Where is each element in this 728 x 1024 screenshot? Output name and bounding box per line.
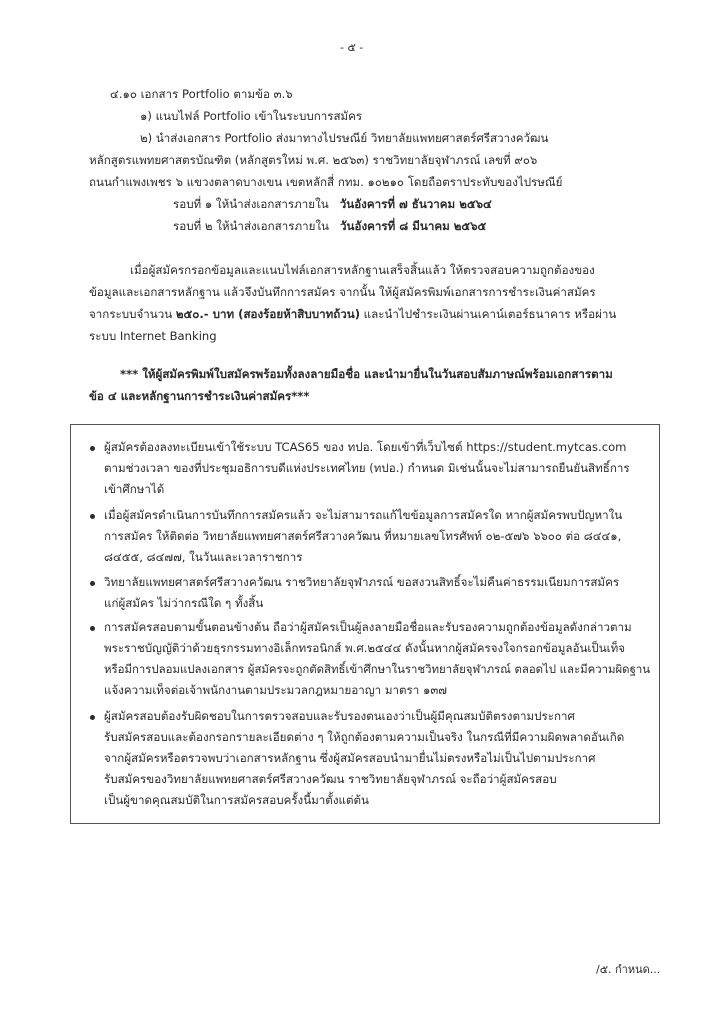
item-1: ๑) แนบไฟล์ Portfolio เข้าในระบบการสมัคร xyxy=(140,109,363,123)
page-number: - ๕ - xyxy=(340,41,364,54)
round-label: รอบที่ ๑ ให้นำส่งเอกสารภายใน xyxy=(173,197,329,211)
box-bullet-5-line: ผู้สมัครสอบต้องรับผิดชอบในการตรวจสอบและรับรองตนเองว่าเป็นผู้มีคุณสมบัติตรงตามประกาศ xyxy=(104,709,575,723)
round-1 xyxy=(173,196,492,212)
footer-continuation: /๕. กำหนด... xyxy=(596,963,661,976)
payment-line-3 xyxy=(89,306,616,322)
box-bullet-2-line: ๘๔๕๕, ๘๔๗๗, ในวันและเวลาราชการ xyxy=(104,550,303,564)
box-bullet-4-line: พระราชบัญญัติว่าด้วยธุรกรรมทางอิเล็กทรอนิกส์ พ.ศ.๒๕๔๔ ดังนั้นหากผู้สมัครจงใจกรอกข้อมูลอันเป็นเท็จ xyxy=(104,641,626,655)
box-bullet-2-line: การสมัคร ให้ติดต่อ วิทยาลัยแพทยศาสตร์ศรีสวางควัฒน ที่หมายเลขโทรศัพท์ ๐๒-๕๗๖ ๖๖๐๐ ต่อ ๘๔๔๑, xyxy=(104,529,622,543)
payment-line-4: ระบบ Internet Banking xyxy=(89,329,217,343)
box-bullet-2-line: เมื่อผู้สมัครดำเนินการบันทึกการสมัครแล้ว จะไม่สามารถแก้ไขข้อมูลการสมัครใด หากผู้สมัครพบปัญหาใน xyxy=(104,508,623,522)
bullet-icon xyxy=(90,715,95,720)
section-title: ๔.๑๐ เอกสาร Portfolio ตามข้อ ๓.๖ xyxy=(110,87,293,101)
payment-line-3-pre: จากระบบจำนวน xyxy=(89,307,176,321)
payment-line-3-post: และนำไปชำระเงินผ่านเคาน์เตอร์ธนาคาร หรือผ่าน xyxy=(360,307,617,321)
round-date: วันอังคารที่ ๗ ธันวาคม ๒๕๖๔ xyxy=(339,197,492,211)
round-label: รอบที่ ๒ ให้นำส่งเอกสารภายใน xyxy=(173,219,329,233)
payment-amount: ๒๕๐.- บาท (สองร้อยห้าสิบบาทถ้วน) xyxy=(175,307,360,321)
box-bullet-1-line: ผู้สมัครต้องลงทะเบียนเข้าใช้ระบบ TCAS65 ของ ทปอ. โดยเข้าที่เว็บไซต์ https://student.mytcas.com xyxy=(104,440,627,454)
box-bullet-3-line: วิทยาลัยแพทยศาสตร์ศรีสวางควัฒน ราชวิทยาลัยจุฬาภรณ์ ขอสงวนสิทธิ์จะไม่คืนค่าธรรมเนียมการสมัคร xyxy=(104,575,620,589)
notice-line-2: ข้อ ๔ และหลักฐานการชำระเงินค่าสมัคร*** xyxy=(89,389,310,403)
item-2: ๒) นำส่งเอกสาร Portfolio ส่งมาทางไปรษณีย์ วิทยาลัยแพทยศาสตร์ศรีสวางควัฒน xyxy=(140,131,549,145)
box-bullet-5-line: จากผู้สมัครหรือตรวจพบว่าเอกสารหลักฐาน ซึ่งผู้สมัครสอบนำมายื่นไม่ตรงหรือไม่เป็นไปตามประกาศ xyxy=(104,751,596,765)
bullet-icon xyxy=(90,446,95,451)
payment-line-1: เมื่อผู้สมัครกรอกข้อมูลและแนบไฟล์เอกสารหลักฐานเสร็จสิ้นแล้ว ให้ตรวจสอบความถูกต้องของ xyxy=(130,263,595,277)
box-bullet-4-line: หรือมีการปลอมแปลงเอกสาร ผู้สมัครจะถูกตัดสิทธิ์เข้าศึกษาในราชวิทยาลัยจุฬาภรณ์ ตลอดไป และมีความผิดฐาน xyxy=(104,662,651,676)
bullet-icon xyxy=(90,514,95,519)
box-bullet-5-line: รับสมัครของวิทยาลัยแพทยศาสตร์ศรีสวางควัฒน ราชวิทยาลัยจุฬาภรณ์ จะถือว่าผู้สมัครสอบ xyxy=(104,772,557,786)
round-date: วันอังคารที่ ๘ มีนาคม ๒๕๖๕ xyxy=(340,219,487,233)
box-bullet-5-line: รับสมัครสอบและต้องกรอกรายละเอียดต่าง ๆ ให้ถูกต้องตามความเป็นจริง ในกรณีที่มีความผิดพลาดอันเกิด xyxy=(104,730,625,744)
notice-line-1: *** ให้ผู้สมัครพิมพ์ใบสมัครพร้อมทั้งลงลายมือชื่อ และนำมายื่นในวันสอบสัมภาษณ์พร้อมเอกสารตาม xyxy=(120,367,613,381)
box-bullet-4-line: การสมัครสอบตามขั้นตอนข้างต้น ถือว่าผู้สมัครเป็นผู้ลงลายมือชื่อและรับรองความถูกต้องข้อมูลดังกล่าวตาม xyxy=(104,620,632,634)
box-bullet-5-line: เป็นผู้ขาดคุณสมบัติในการสมัครสอบครั้งนี้มาตั้งแต่ต้น xyxy=(104,793,369,807)
bullet-icon xyxy=(90,581,95,586)
box-bullet-1-line: เข้าศึกษาได้ xyxy=(104,482,165,496)
box-bullet-3-line: แก่ผู้สมัคร ไม่ว่ากรณีใด ๆ ทั้งสิ้น xyxy=(104,596,264,610)
box-bullet-4-line: แจ้งความเท็จต่อเจ้าพนักงานตามประมวลกฎหมายอาญา มาตรา ๑๓๗ xyxy=(104,683,447,697)
bullet-icon xyxy=(90,626,95,631)
address-line: หลักสูตรแพทยศาสตรบัณฑิต (หลักสูตรใหม่ พ.ศ. ๒๕๖๓) ราชวิทยาลัยจุฬาภรณ์ เลขที่ ๙๐๖ xyxy=(89,153,538,167)
address-line: ถนนกำแพงเพชร ๖ แขวงตลาดบางเขน เขตหลักสี่ กทม. ๑๐๒๑๐ โดยถือตราประทับของไปรษณีย์ xyxy=(89,175,563,189)
box-bullet-1-line: ตามช่วงเวลา ของที่ประชุมอธิการบดีแห่งประเทศไทย (ทปอ.) กำหนด มิเช่นนั้นจะไม่สามารถยืนยันสิทธิ์การ xyxy=(104,461,630,475)
round-2 xyxy=(173,218,486,234)
payment-line-2: ข้อมูลและเอกสารหลักฐาน แล้วจึงบันทึกการสมัคร จากนั้น ให้ผู้สมัครพิมพ์เอกสารการชำระเงินค่าสมัคร xyxy=(89,285,596,299)
